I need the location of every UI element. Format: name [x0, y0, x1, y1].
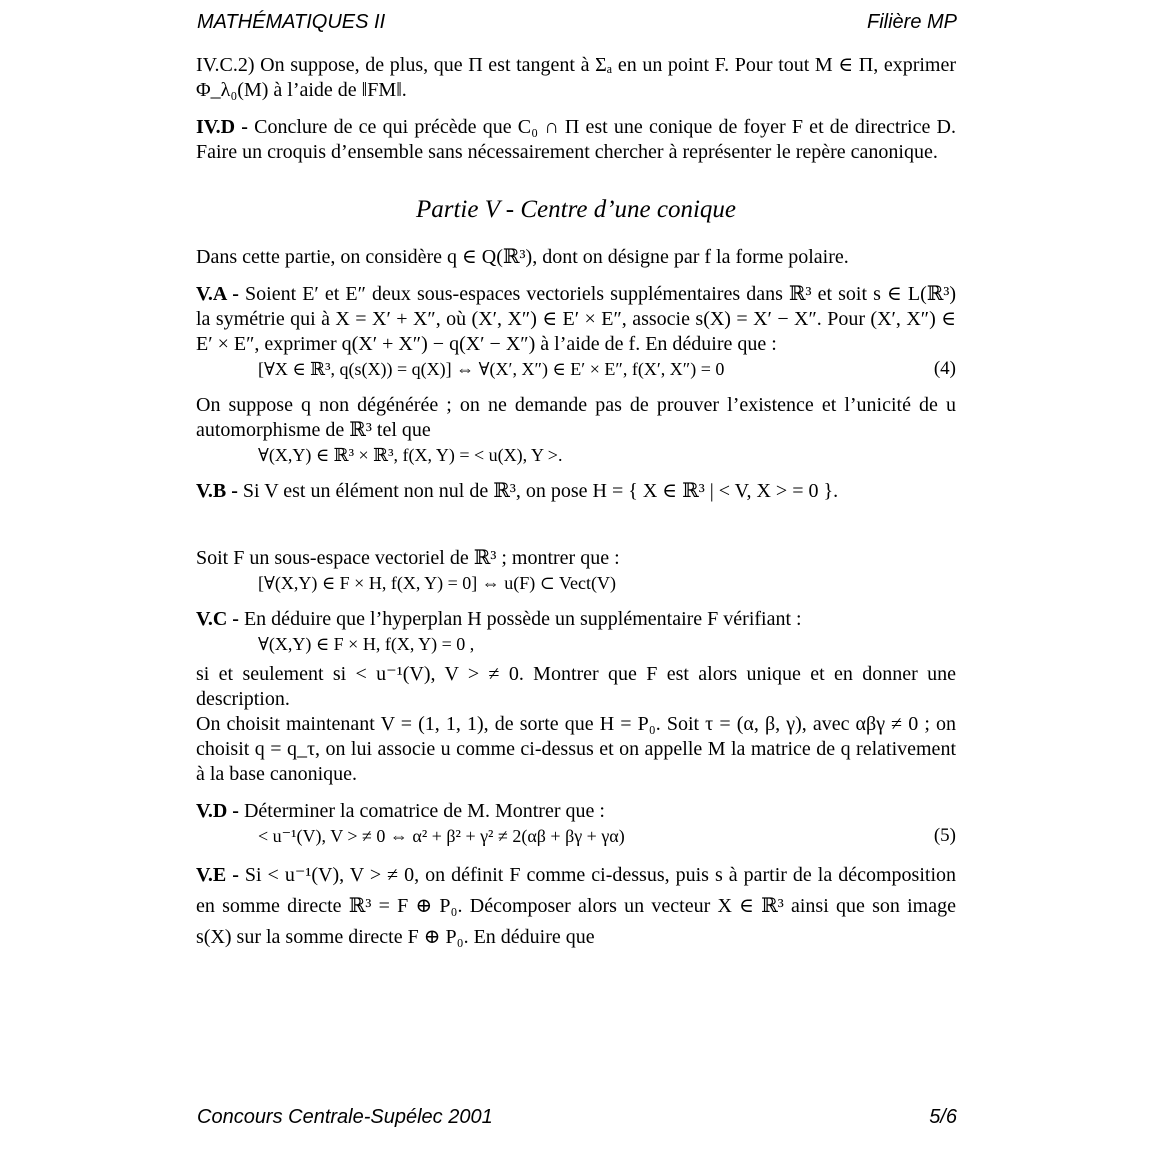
question-v-e: [196, 860, 956, 953]
equation-f: [196, 571, 956, 595]
question-label: V.B -: [196, 480, 238, 502]
subspace-paragraph: Soit F un sous-espace vectoriel de ℝ³ ; montrer que :: [196, 547, 620, 569]
page-footer: [197, 1106, 957, 1129]
question-text: Si V est un élément non nul de ℝ³, on pose H = { X ∈ ℝ³ | < V, X > = 0 }.: [242, 480, 839, 502]
equation-body: < u⁻¹(V), V > ≠ 0 ⇔ α² + β² + γ² ≠ 2(αβ + βγ + γα): [258, 826, 625, 846]
page-header: [197, 11, 957, 34]
page-body: [196, 53, 956, 965]
question-label: V.A -: [196, 283, 239, 305]
footer-exam: Concours Centrale-Supélec 2001: [197, 1106, 493, 1128]
equation-c: [196, 632, 956, 656]
question-text: En déduire que l’hyperplan H possède un supplémentaire F vérifiant :: [243, 608, 802, 630]
equation-u: [196, 443, 956, 467]
question-label: V.C -: [196, 608, 239, 630]
question-v-a: [196, 282, 956, 357]
equation-body: [∀X ∈ ℝ³, q(s(X)) = q(X)] ⇔ ∀(X′, X″) ∈ E′ × E″, f(X′, X″) = 0: [258, 359, 725, 379]
equation-number: (4): [933, 358, 956, 379]
equation-body: [∀(X,Y) ∈ F × H, f(X, Y) = 0] ⇔ u(F) ⊂ Vect(V): [258, 573, 617, 593]
question-label: V.E -: [196, 864, 239, 886]
question-label: IV.D -: [196, 116, 248, 138]
header-track: Filière MP: [866, 11, 957, 33]
question-v-b: [196, 479, 956, 504]
equation-body: ∀(X,Y) ∈ F × H, f(X, Y) = 0 ,: [258, 634, 475, 654]
header-subject: MATHÉMATIQUES II: [197, 11, 386, 33]
choice-paragraph: On choisit maintenant V = (1, 1, 1), de sorte que H = P₀. Soit τ = (α, β, γ), avec αβγ ≠ 0 ; on choisit q = q_τ, on lui associe u comme ci-dessus et on appelle M la matrice de q relativement à la base canonique.: [196, 713, 956, 785]
section-title: Partie V - Centre d’une conique: [415, 196, 737, 223]
equation-number: (5): [933, 825, 956, 846]
question-v-c: [196, 607, 956, 632]
nondegenerate-paragraph: On suppose q non dégénérée ; on ne demande pas de prouver l’existence et l’unicité de u automorphisme de ℝ³ tel que: [196, 394, 956, 441]
question-iv-c2: [196, 53, 956, 103]
spacer: [196, 516, 956, 546]
equation-body: ∀(X,Y) ∈ ℝ³ × ℝ³, f(X, Y) = < u(X), Y >.: [258, 445, 563, 465]
question-v-d: [196, 799, 956, 824]
equation-4: [196, 357, 956, 381]
question-text: On suppose, de plus, que Π est tangent à Σₐ en un point F. Pour tout M ∈ Π, exprimer Φ_λ₀(M) à l’aide de ‖FM‖.: [196, 54, 957, 101]
question-text: Conclure de ce qui précède que C₀ ∩ Π est une conique de foyer F et de directrice D. Faire un croquis d’ensemble sans nécessairement chercher à représenter le repère canonique.: [196, 116, 956, 163]
question-label: V.D -: [196, 800, 239, 822]
question-text: Si < u⁻¹(V), V > ≠ 0, on définit F comme ci-dessus, puis s à partir de la décomposition en somme directe ℝ³ = F ⊕ P₀. Décomposer alors un vecteur X ∈ ℝ³ ainsi que son image s(X) sur la somme directe F ⊕ P₀. En déduire que: [196, 864, 957, 948]
v-c-continuation: si et seulement si < u⁻¹(V), V > ≠ 0. Montrer que F est alors unique et en donner une description.: [196, 663, 956, 710]
question-label: IV.C.2): [196, 54, 255, 76]
section-intro: Dans cette partie, on considère q ∈ Q(ℝ³), dont on désigne par f la forme polaire.: [196, 246, 849, 268]
footer-page-number: 5/6: [929, 1106, 957, 1128]
question-iv-d: [196, 115, 956, 165]
equation-5: [196, 824, 956, 848]
question-text: Déterminer la comatrice de M. Montrer que :: [243, 800, 605, 822]
question-text: Soient E′ et E″ deux sous-espaces vectoriels supplémentaires dans ℝ³ et soit s ∈ L(ℝ³) la symétrie qui à X = X′ + X″, où (X′, X″) ∈ E′ × E″, associe s(X) = X′ − X″. Pour (X′, X″) ∈ E′ × E″, exprimer q(X′ + X″) − q(X′ − X″) à l’aide de f. En déduire que :: [196, 283, 957, 355]
